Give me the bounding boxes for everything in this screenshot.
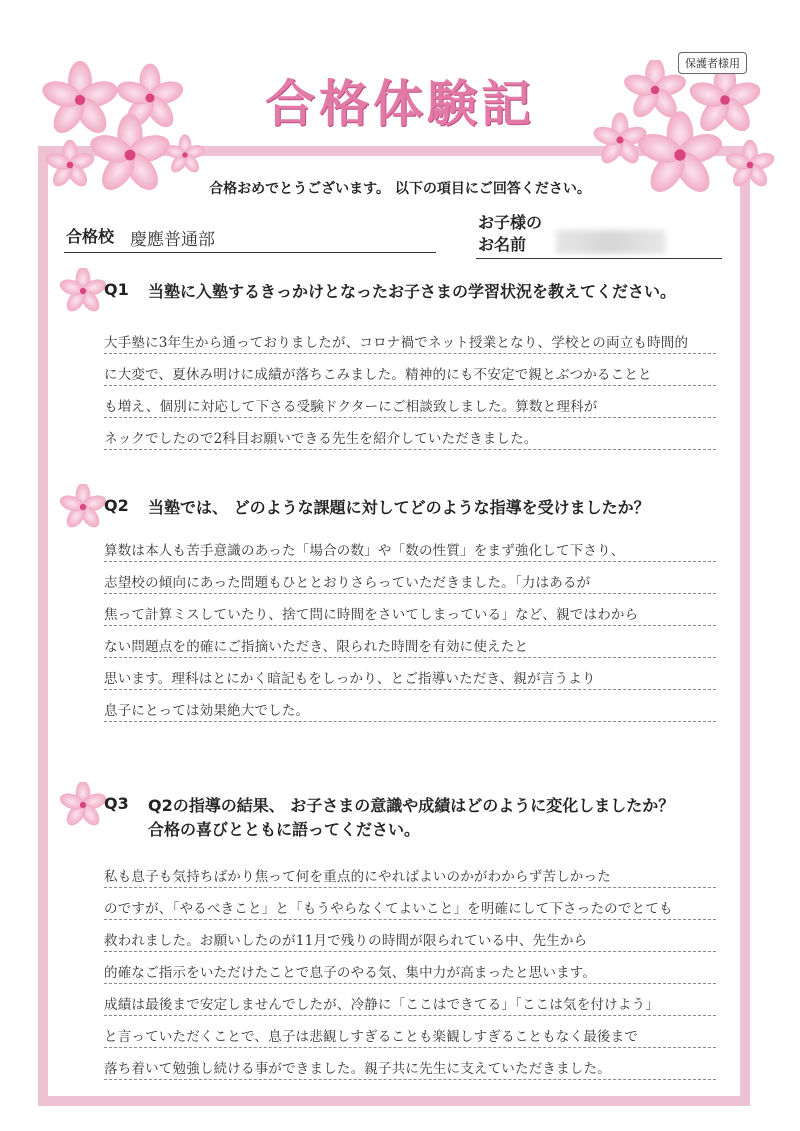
answer-line: ネックでしたので2科目お願いできる先生を紹介していただきました。 bbox=[104, 418, 716, 450]
answer-line: 思います。理科はとにかく暗記もをしっかり、とご指導いただき、親が言うより bbox=[104, 658, 716, 690]
answer-line: のですが、「やるべきこと」と「もうやらなくてよいこと」を明確にして下さったのでとても bbox=[104, 888, 716, 920]
school-underline bbox=[64, 252, 436, 253]
answer-line: と言っていただくことで、息子は悲観しすぎることも楽観しすぎることもなく最後まで bbox=[104, 1016, 716, 1048]
school-label: 合格校 bbox=[66, 227, 115, 246]
intro-text: 合格おめでとうございます。 以下の項目にご回答ください。 bbox=[209, 181, 591, 197]
answer-line: 的確なご指示をいただけたことで息子のやる気、集中力が高まったと思います。 bbox=[104, 952, 716, 984]
answer-line: 焦って計算ミスしていたり、捨て問に時間をさいてしまっている」など、親ではわから bbox=[104, 594, 716, 626]
question-1-number: Q1 bbox=[104, 280, 129, 299]
page-title: 合格体験記 bbox=[265, 75, 535, 133]
question-1-text: 当塾に入塾するきっかけとなったお子さまの学習状況を教えてください。 bbox=[148, 282, 677, 301]
answer-line: 算数は本人も苦手意識のあった「場合の数」や「数の性質」をまず強化して下さり、 bbox=[104, 530, 716, 562]
answer-line: に大変で、夏休み明けに成績が落ちこみました。精神的にも不安定で親とぶつかることと bbox=[104, 354, 716, 386]
q1-blossom-icon bbox=[60, 268, 106, 314]
question-2 bbox=[104, 496, 650, 520]
q2-blossom-icon bbox=[60, 484, 106, 530]
question-3 bbox=[104, 794, 674, 842]
guardian-badge: 保護者様用 bbox=[678, 52, 747, 74]
child-name-underline bbox=[476, 258, 722, 259]
answer-line: 志望校の傾向にあった問題もひととおりさらっていただきました。「力はあるが bbox=[104, 562, 716, 594]
answer-line: 大手塾に3年生から通っておりましたが、コロナ禍でネット授業となり、学校との両立も時間的 bbox=[104, 322, 716, 354]
answer-line: ない問題点を的確にご指摘いただき、限られた時間を有効に使えたと bbox=[104, 626, 716, 658]
answer-line: 息子にとっては効果絶大でした。 bbox=[104, 690, 716, 722]
answer-line: 私も息子も気持ちばかり焦って何を重点的にやればよいのかがわからず苦しかった bbox=[104, 856, 716, 888]
question-3-text-line2: 合格の喜びとともに語ってください。 bbox=[148, 820, 421, 839]
child-name-label-line2: お名前 bbox=[478, 235, 527, 254]
answer-2 bbox=[104, 530, 716, 722]
redacted-name bbox=[556, 230, 666, 254]
question-2-number: Q2 bbox=[104, 496, 129, 515]
question-3-text bbox=[148, 794, 674, 842]
child-name-label-line1: お子様の bbox=[478, 213, 543, 232]
answer-3 bbox=[104, 856, 716, 1080]
child-name-label bbox=[478, 212, 542, 256]
answer-1 bbox=[104, 322, 716, 450]
answer-line: も増え、個別に対応して下さる受験ドクターにご相談致しました。算数と理科が bbox=[104, 386, 716, 418]
answer-line: 成績は最後まで安定しませんでしたが、冷静に「ここはできてる」「ここは気を付けよう」 bbox=[104, 984, 716, 1016]
answer-line: 救われました。お願いしたのが11月で残りの時間が限られている中、先生から bbox=[104, 920, 716, 952]
school-value: 慶應普通部 bbox=[130, 230, 215, 250]
question-3-number: Q3 bbox=[104, 794, 129, 813]
q3-blossom-icon bbox=[60, 782, 106, 828]
question-2-text: 当塾では、 どのような課題に対してどのような指導を受けましたか？ bbox=[148, 498, 650, 517]
question-3-text-line1: Q2の指導の結果、 お子さまの意識や成績はどのように変化しましたか？ bbox=[148, 796, 675, 815]
answer-line: 落ち着いて勉強し続ける事ができました。親子共に先生に支えていただきました。 bbox=[104, 1048, 716, 1080]
question-1 bbox=[104, 280, 676, 304]
